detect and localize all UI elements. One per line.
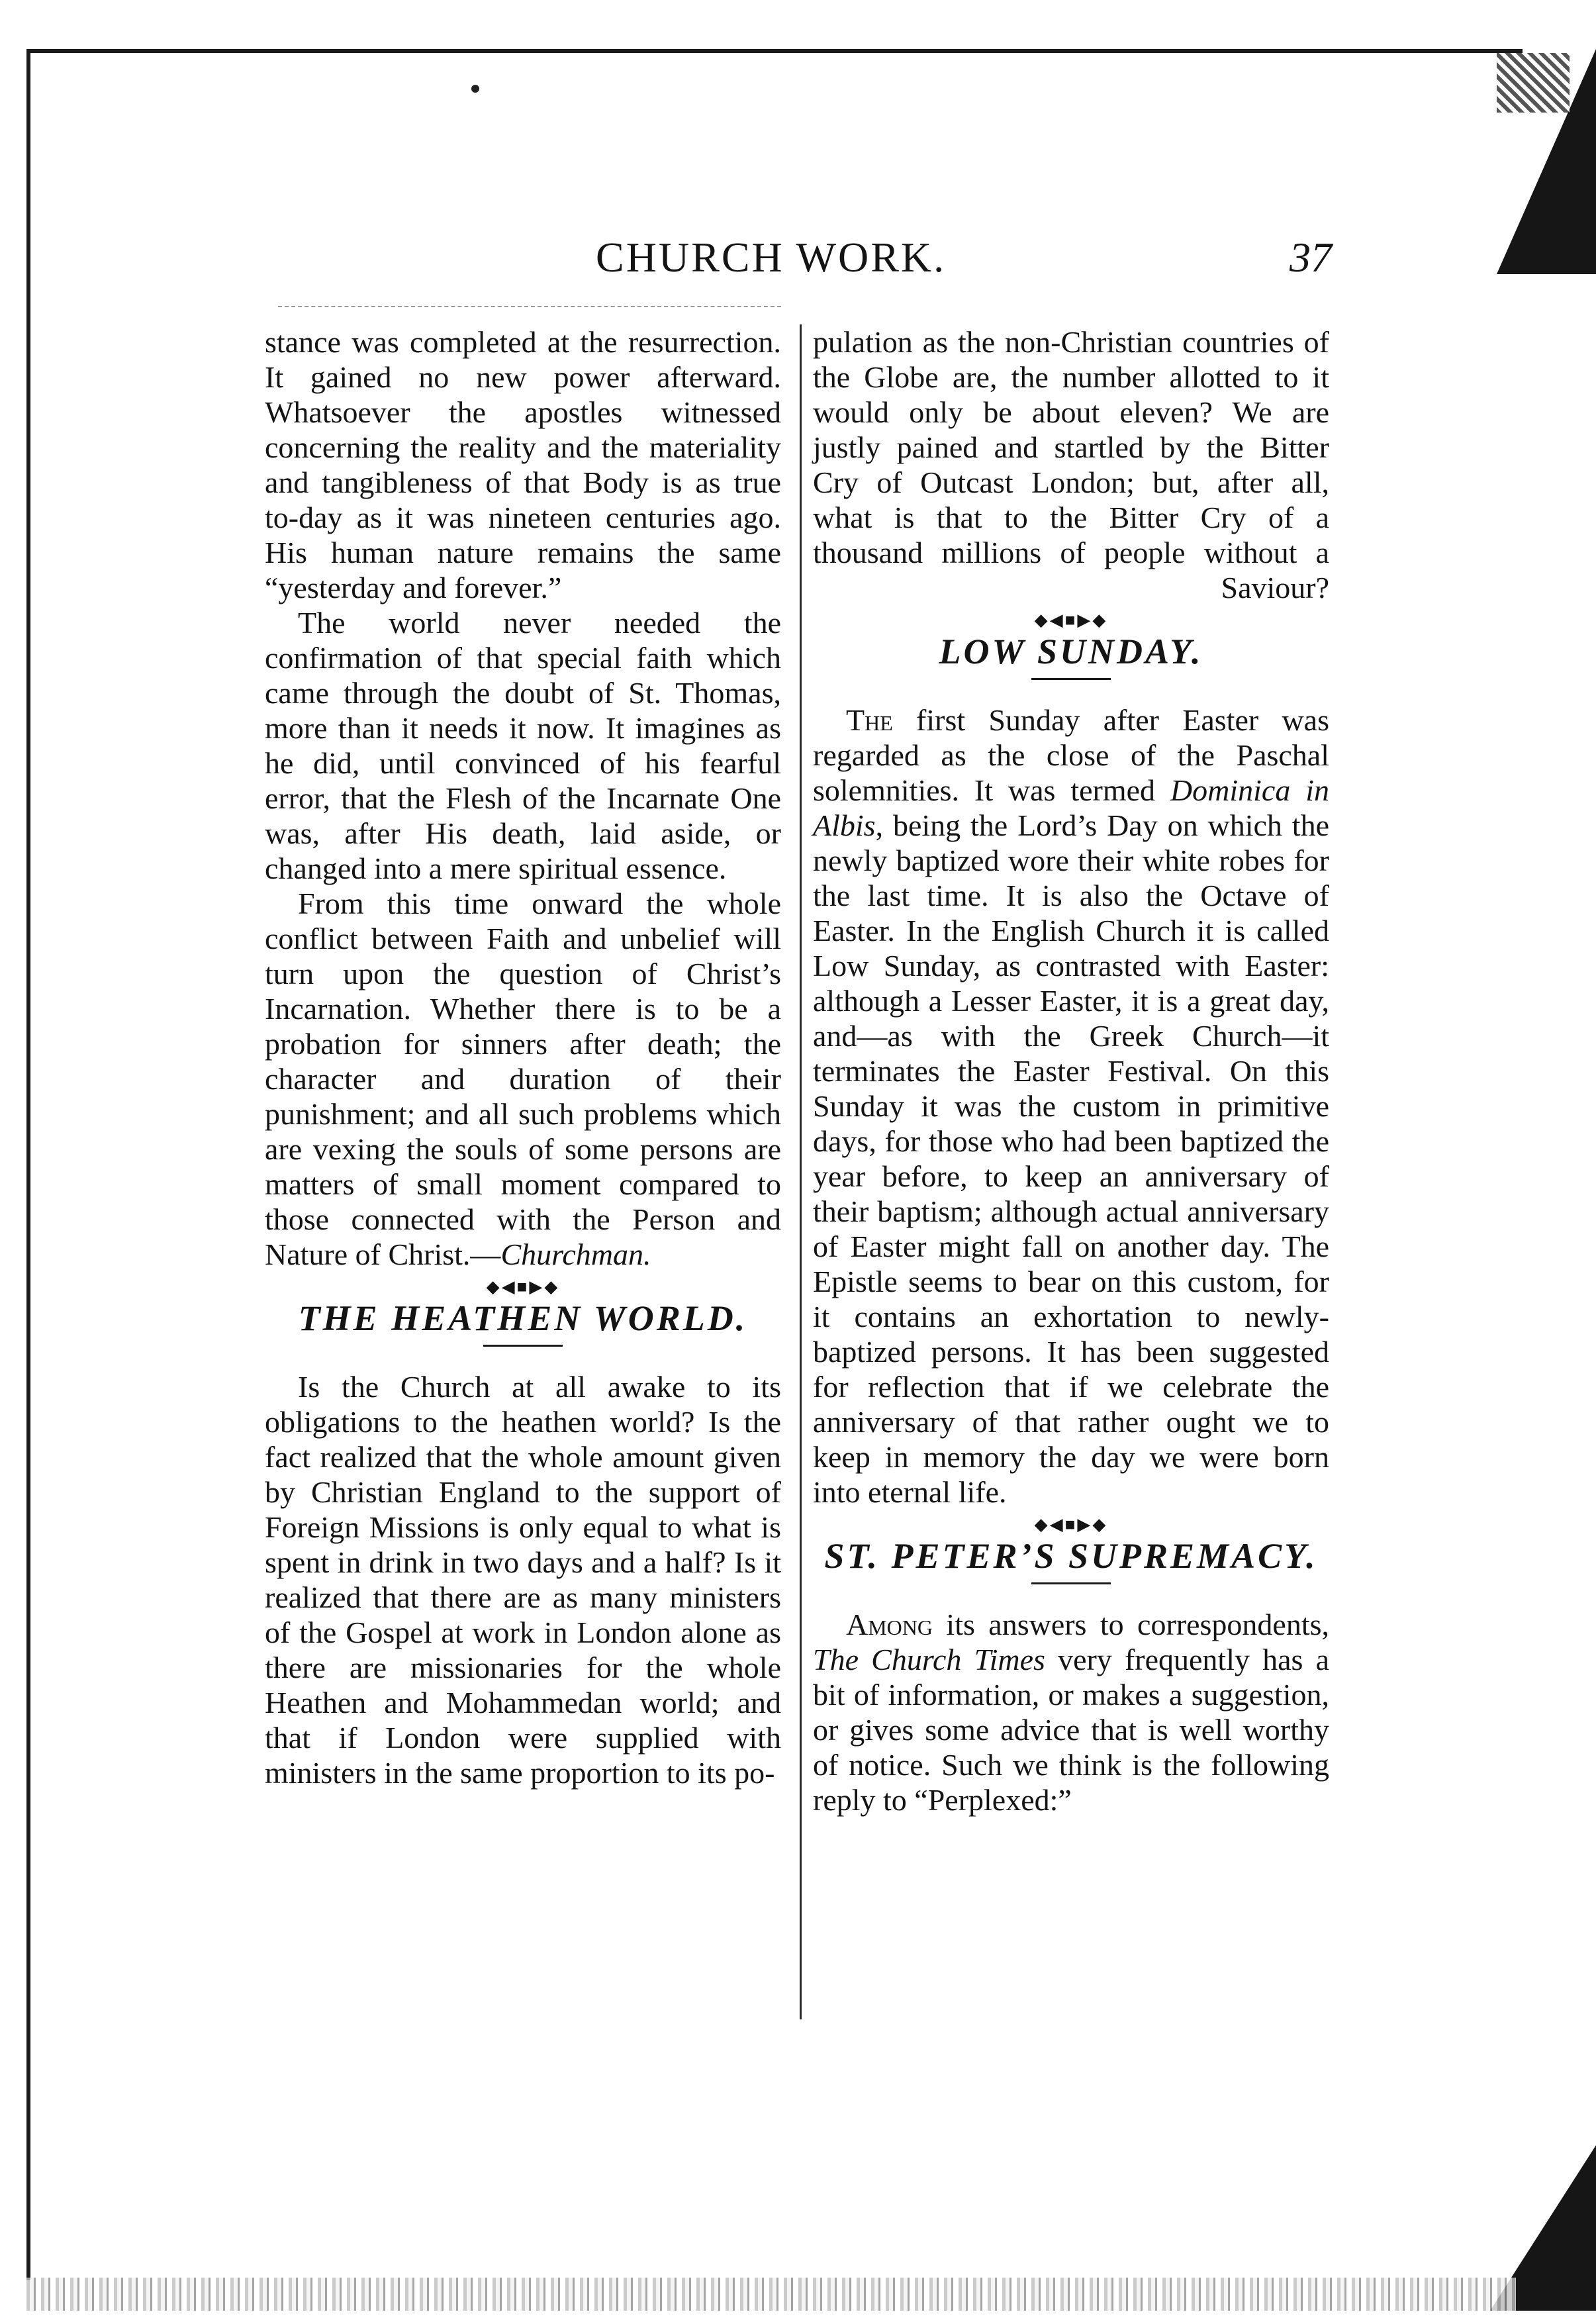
italic-title: The Church Times — [813, 1643, 1045, 1676]
paragraph — [265, 886, 781, 1272]
section-heading-st-peters-supremacy: ST. PETER’S SUPREMACY. — [824, 1536, 1318, 1576]
paragraph: pulation as the non-Christian countries of the Globe are, the number allotted to it would only be about eleven? We are justly pained and startled by the Bitter Cry of Outcast London; but, after all, what is that to the Bitter Cry of a thousand millions of people without a Saviour? — [813, 325, 1329, 604]
short-rule — [1031, 678, 1111, 680]
page-border-left — [26, 49, 30, 2280]
left-column — [265, 324, 781, 1790]
ornament-divider: ◆◀■▶◆ — [1034, 610, 1108, 630]
lead-word: The — [846, 703, 893, 737]
short-rule — [483, 1345, 563, 1347]
ornament-divider: ◆◀■▶◆ — [486, 1277, 560, 1296]
paragraph — [813, 1607, 1329, 1817]
page-border-top — [26, 49, 1523, 53]
section-heading-heathen-world: THE HEATHEN WORLD. — [298, 1298, 748, 1338]
paragraph: Is the Church at all awake to its obligations to the heathen world? Is the fact realized that the whole amount given by Christian England to the support of Foreign Missions is only equal to what is spent in drink in two days and a half? Is it realized that there are as many ministers of the Gospel at work in London alone as there are missionaries for the whole Heathen and Mohammedan world; and that if London were supplied with ministers in the same proportion to its po- — [265, 1370, 781, 1790]
paragraph-text: From this time onward the whole conflict between Faith and unbelief will turn upon the question of Christ’s Incarnation. Whether there is to be a probation for sinners after death; the character and duration of their punishment; and all such problems which are vexing the souls of some persons are matters of small moment compared to those connected with the Person and Nature of Christ.— — [265, 887, 781, 1271]
paragraph: The world never needed the confirmation of that special faith which came through the doubt of St. Thomas, more than it needs it now. It imagines as he did, until convinced of his fearful error, that the Flesh of the Incarnate One was, after His death, laid aside, or changed into a mere spiritual essence. — [265, 606, 781, 885]
running-head: CHURCH WORK. — [596, 234, 947, 281]
italic-phrase: Dominica in Albis — [813, 773, 1330, 842]
paragraph: stance was completed at the resurrection. It gained no new power afterward. Whatsoever the apostles witnessed concerning the reality and the materiality and tangibleness of that Body is as true to-day as it was nineteen centuries ago. His human nature remains the same “yesterday and forever.” — [265, 325, 781, 604]
column-divider — [800, 324, 802, 2019]
paragraph-text: very frequently has a bit of information, or makes a suggestion, or gives some advice that is well worthy of notice. Such we think is the following reply to “Perplexed:” — [813, 1643, 1329, 1817]
attribution: Churchman. — [500, 1237, 651, 1271]
scan-corner-speckle — [1497, 53, 1570, 113]
paragraph-text: first Sunday after Easter was regarded as the close of the Paschal solemnities. It was termed — [813, 703, 1329, 807]
right-column — [813, 324, 1329, 1817]
head-rule — [278, 306, 781, 307]
lead-word: Among — [846, 1608, 933, 1641]
paragraph-text: its answers to correspondents, — [933, 1608, 1329, 1641]
paragraph-text: , being the Lord’s Day on which the newly baptized wore their white robes for the last time. It is also the Octave of Easter. In the English Church it is called Low Sunday, as contrasted with Easter: although a Lesser Easter, it is a great day, and—as with the Greek Church—it terminates the Easter Festival. On this Sunday it was the custom in primitive days, for those who had been baptized the year before, to keep an anniversary of their baptism; although actual anniversary of Easter might fall on another day. The Epistle seems to bear on this custom, for it contains an exhortation to newly-baptized persons. It has been suggested for reflection that if we celebrate the anniversary of that rather ought we to keep in memory the day we were born into eternal life. — [813, 808, 1329, 1509]
short-rule — [1031, 1582, 1111, 1584]
page-number: 37 — [1290, 234, 1332, 281]
ornament-divider: ◆◀■▶◆ — [1034, 1515, 1108, 1534]
paragraph — [813, 702, 1329, 1510]
section-heading-low-sunday: LOW SUNDAY. — [939, 632, 1203, 671]
scan-dot — [471, 85, 479, 93]
scan-bottom-noise — [26, 2278, 1516, 2311]
